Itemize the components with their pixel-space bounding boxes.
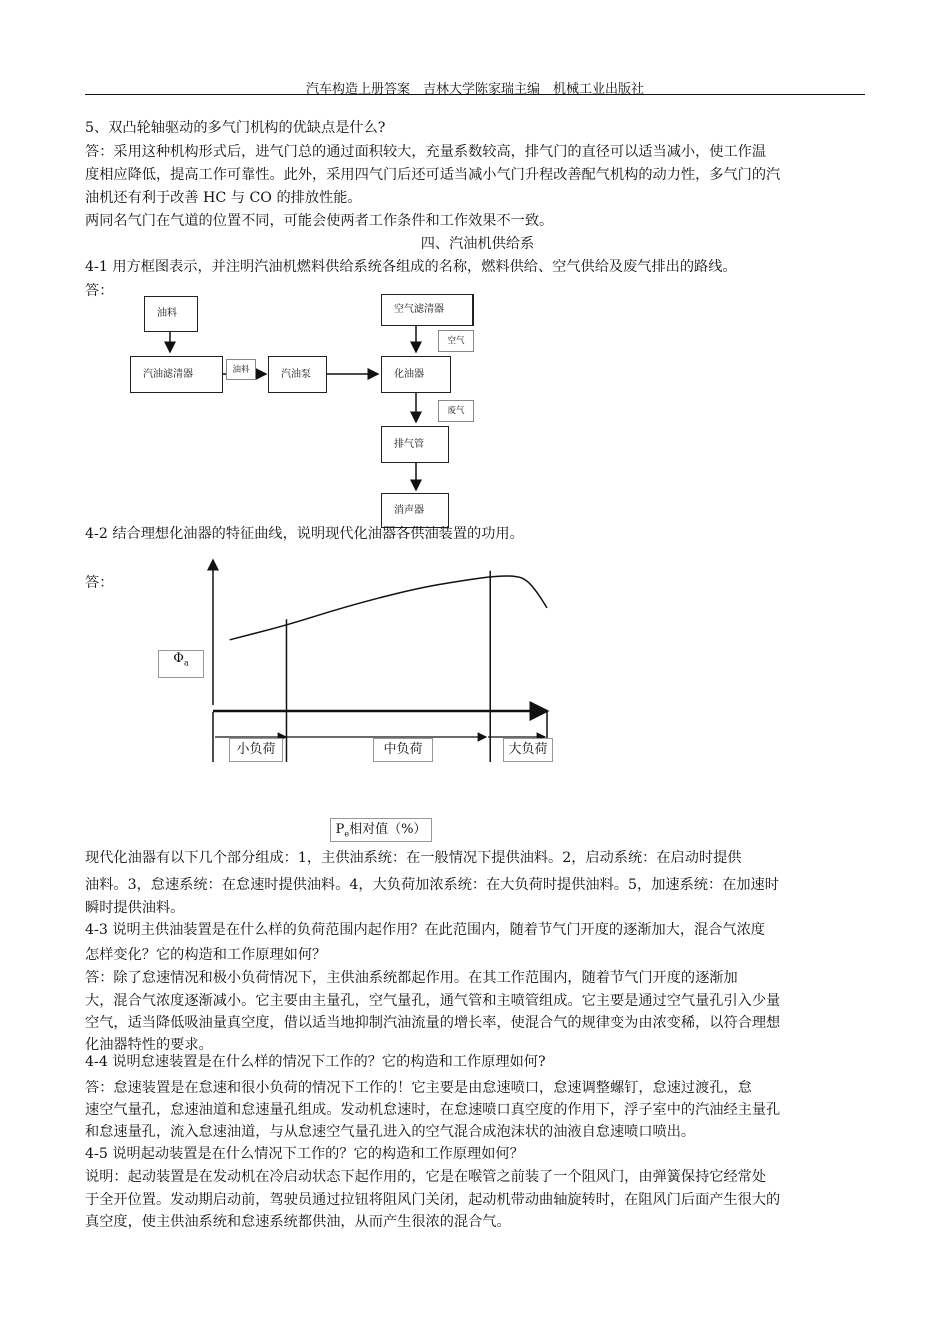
- q4-2-para3: 瞬时提供油料。: [85, 900, 185, 916]
- box-fuel-label: 油料: [157, 308, 177, 319]
- x-axis-label-rest: 相对值（%）: [349, 822, 427, 837]
- q5-answer-line2: 度相应降低，提高工作可靠性。此外，采用四气门后还可适当减小气门升程改善配气机构的动力性，多气门的汽: [85, 167, 781, 183]
- q4-1-answer-label: 答：: [85, 283, 114, 299]
- q4-3-answer-line3: 空气，适当降低吸油量真空度，借以适当地抑制汽油流量的增长率，使混合气的规律变为由浓变稀，以符合理想: [85, 1015, 781, 1031]
- x-axis-label-box: [330, 818, 432, 842]
- box-carburetor-label: 化油器: [394, 368, 424, 380]
- tag-fuel-label: 油料: [232, 364, 250, 375]
- q4-5-answer-line1: 说明：起动装置是在发动机在冷启动状态下起作用的，它是在喉管之前装了一个阻风门，由弹簧保持它经常处: [85, 1169, 767, 1185]
- section-title: 四、汽油机供给系: [420, 236, 535, 252]
- box-air-filter-label: 空气滤清器: [394, 304, 444, 315]
- q4-4-answer-line3: 和怠速量孔，流入怠速油道，与从怠速空气量孔进入的空气混合成泡沫状的油液自怠速喷口喷出。: [85, 1124, 696, 1140]
- box-fuel-pump-label: 汽油泵: [281, 368, 311, 380]
- y-axis-label-box: [158, 650, 204, 678]
- q5-question: 5、双凸轮轴驱动的多气门机构的优缺点是什么?: [85, 120, 386, 136]
- box-exhaust-pipe-label: 排气管: [394, 438, 424, 450]
- box-fuel-filter-label: 汽油滤清器: [143, 368, 193, 380]
- box-muffler-label: 消声器: [394, 504, 424, 516]
- region-label-small: 小负荷: [229, 738, 283, 762]
- tag-air-label: 空气: [447, 336, 465, 346]
- tag-exhaust-label: 废气: [447, 406, 465, 416]
- q4-5-answer-line3: 真空度，使主供油系统和怠速系统都供油，从而产生很浓的混合气。: [85, 1214, 511, 1230]
- region-label-medium: 中负荷: [373, 738, 433, 762]
- page-header: 汽车构造上册答案 吉林大学陈家瑞主编 机械工业出版社: [305, 82, 644, 97]
- q4-2-para2: 油料。3，怠速系统：在怠速时提供油料。4，大负荷加浓系统：在大负荷时提供油料。5，加速系统：在加速时: [85, 877, 779, 893]
- q4-5-question: 4-5 说明起动装置是在什么情况下工作的？它的构造和工作原理如何？: [85, 1146, 524, 1162]
- q5-answer-line1: 答：采用这种机构形式后，进气门总的通过面积较大，充量系数较高，排气门的直径可以适当减小，使工作温: [85, 144, 767, 160]
- x-axis-label-sub: e: [344, 829, 350, 839]
- q4-1-question: 4-1 用方框图表示，并注明汽油机燃料供给系统各组成的名称，燃料供给、空气供给及废气排出的路线。: [85, 259, 737, 275]
- q5-answer-line3: 油机还有利于改善 HC 与 CO 的排放性能。: [85, 190, 362, 206]
- y-axis-label-sub: a: [183, 658, 189, 668]
- q4-3-answer-line4: 化油器特性的要求。: [85, 1037, 213, 1053]
- q4-3-question-line1: 4-3 说明主供油装置是在什么样的负荷范围内起作用？在此范围内，随着节气门开度的逐渐加大，混合气浓度: [85, 922, 765, 938]
- q4-2-para1: 现代化油器有以下几个部分组成：1，主供油系统：在一般情况下提供油料。2，启动系统：在启动时提供: [85, 850, 742, 866]
- y-axis-label: Φ: [173, 651, 184, 666]
- q4-3-answer-line2: 大，混合气浓度逐渐减小。它主要由主量孔，空气量孔，通气管和主喷管组成。它主要是通过空气量孔引入少量: [85, 993, 781, 1009]
- ideal-curve-line: [230, 576, 547, 640]
- q5-answer-line4: 两同名气门在气道的位置不同，可能会使两者工作条件和工作效果不一致。: [85, 213, 554, 229]
- q4-4-question: 4-4 说明怠速装置是在什么样的情况下工作的？它的构造和工作原理如何?: [85, 1054, 546, 1070]
- x-axis-label-main: P: [335, 822, 345, 837]
- q4-4-answer-line2: 速空气量孔，怠速油道和怠速量孔组成。发动机怠速时，在怠速喷口真空度的作用下，浮子室中的汽油经主量孔: [85, 1102, 781, 1118]
- q4-2-question: 4-2 结合理想化油器的特征曲线，说明现代化油器各供油装置的功用。: [85, 526, 524, 542]
- q4-3-answer-line1: 答：除了怠速情况和极小负荷情况下，主供油系统都起作用。在其工作范围内，随着节气门开度的逐渐加: [85, 970, 738, 986]
- region-label-large: 大负荷: [503, 738, 553, 762]
- q4-3-question-line2: 怎样变化？它的构造和工作原理如何？: [85, 947, 327, 963]
- q4-2-answer-label: 答：: [85, 575, 114, 591]
- q4-5-answer-line2: 于全开位置。发动期启动前，驾驶员通过拉钮将阻风门关闭，起动机带动曲轴旋转时，在阻风门后面产生很大的: [85, 1192, 781, 1208]
- q4-4-answer-line1: 答：怠速装置是在怠速和很小负荷的情况下工作的！它主要是由怠速喷口，怠速调整螺钉，怠速过渡孔，怠: [85, 1080, 752, 1096]
